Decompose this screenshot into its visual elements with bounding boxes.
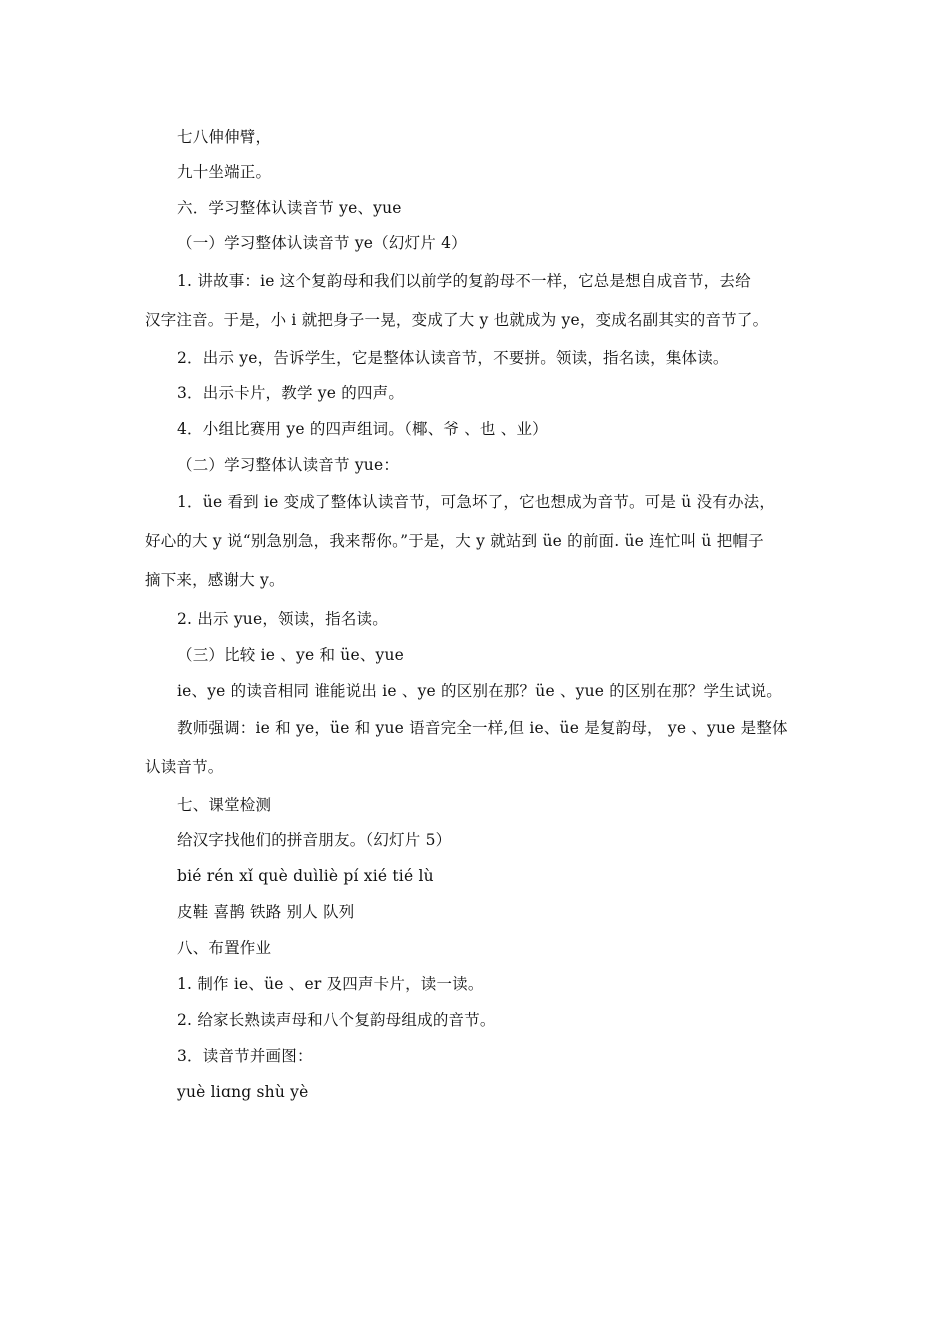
text-line: 1．üe 看到 ie 变成了整体认读音节，可急坏了，它也想成为音节。可是 ü 没有办法， [177, 493, 776, 511]
text-line: 3．读音节并画图： [177, 1047, 313, 1065]
text-line: 1. 讲故事：ie 这个复韵母和我们以前学的复韵母不一样，它总是想自成音节，去给 [177, 272, 751, 290]
text-line: 九十坐端正。 [177, 163, 272, 181]
text-line: 4．小组比赛用 ye 的四声组词。（椰、爷 、也 、业） [177, 420, 548, 438]
subsection-heading: （三）比较 ie 、ye 和 üe、yue [177, 646, 405, 664]
subsection-heading: （二）学习整体认读音节 yue： [177, 456, 400, 474]
text-line: 1. 制作 ie、üe 、er 及四声卡片，读一读。 [177, 975, 484, 993]
pinyin-line: yuè liɑng shù yè [177, 1083, 309, 1101]
section-heading: 六．学习整体认读音节 ye、yue [177, 199, 402, 217]
pinyin-line: bié rén xǐ què duìliè pí xié tié lù [177, 867, 434, 885]
text-line: 给汉字找他们的拼音朋友。（幻灯片 5） [177, 831, 452, 849]
text-line: 汉字注音。于是，小 i 就把身子一晃，变成了大 y 也就成为 ye，变成名副其实的音节了。 [145, 311, 769, 329]
text-line: 2. 出示 yue，领读，指名读。 [177, 610, 388, 628]
text-line: 3．出示卡片，教学 ye 的四声。 [177, 384, 405, 402]
text-line: 好心的大 y 说“别急别急，我来帮你。”于是，大 y 就站到 üe 的前面. üe 连忙叫 ü 把帽子 [145, 532, 764, 550]
text-line: 摘下来，感谢大 y。 [145, 571, 285, 589]
subsection-heading: （一）学习整体认读音节 ye（幻灯片 4） [177, 234, 467, 252]
section-heading: 八、布置作业 [177, 939, 272, 957]
text-line: 2. 给家长熟读声母和八个复韵母组成的音节。 [177, 1011, 496, 1029]
text-line: ie、ye 的读音相同 谁能说出 ie 、ye 的区别在那？üe 、yue 的区别在那？学生试说。 [177, 682, 782, 700]
text-line: 皮鞋 喜鹊 铁路 别人 队列 [177, 903, 355, 921]
text-line: 教师强调：ie 和 ye，üe 和 yue 语音完全一样,但 ie、üe 是复韵母， ye 、yue 是整体 [177, 719, 788, 737]
text-line: 2．出示 ye，告诉学生，它是整体认读音节，不要拼。领读，指名读，集体读。 [177, 349, 729, 367]
text-line: 认读音节。 [145, 758, 224, 776]
section-heading: 七、课堂检测 [177, 796, 272, 814]
text-line: 七八伸伸臂， [177, 128, 272, 146]
